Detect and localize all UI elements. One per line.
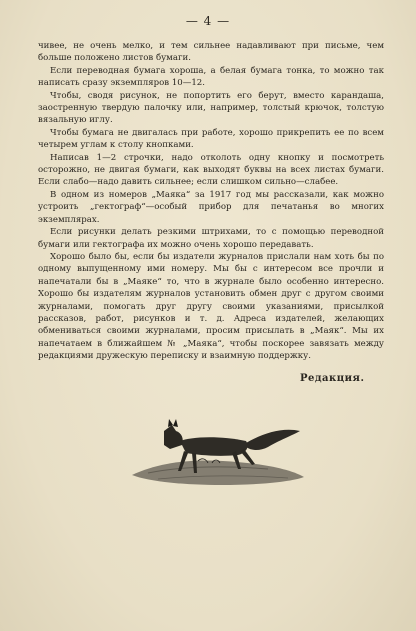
- paragraph: Если рисунки делать резкими штрихами, то с помощью переводной бумаги или гектографа их можно очень хорошо передавать.: [38, 227, 384, 250]
- paragraph: Чтобы бумага не двигалась при работе, хорошо прикрепить ее по всем четырем углам к столу кнопками.: [38, 127, 384, 151]
- fox-illustration: [128, 413, 308, 493]
- paragraph: Чтобы, сводя рисунок, не попортить его берут, вместо карандаша, заостренную твердую палочку или, например, толстый крючок, толстую вязальную иглу.: [38, 90, 384, 126]
- paragraph: Хорошо было бы, если бы издатели журналов прислали нам хоть бы по одному выпущенному ими номеру. Мы бы с интересом все прочли и напечатали бы в „Маяке“ то, что в журнале было особенно интересно. Хорошо бы издателям журналов установить обмен друг с другом своими журналами, помогать друг другу своими указаниями, присылкой рассказов, работ, рисунков и т. д. Адреса издателей, желающих обмениваться своими журналами, просим присылать в „Маяк“. Мы их напечатаем в ближайшем № „Маяка“, чтобы поскорее завязать между редакциями дружескую переписку и взаимную поддержку.: [38, 251, 384, 362]
- signature: Редакция.: [300, 373, 365, 384]
- paragraph: чивее, не очень мелко, и тем сильнее надавливают при письме, чем больше положено листов бумаги.: [38, 41, 384, 64]
- paragraph: Если переводная бумага хороша, а белая бумага тонка, то можно так написать сразу экземпляров 10—12.: [38, 65, 384, 89]
- article-body: [38, 40, 384, 363]
- page-number: — 4 —: [185, 14, 231, 28]
- paragraph: В одном из номеров „Маяка“ за 1917 год мы рассказали, как можно устроить „гектограф“—особый прибор для печатанья во многих экземплярах.: [38, 189, 384, 225]
- paragraph: Написав 1—2 строчки, надо отколоть одну кнопку и посмотреть осторожно, не двигая бумаги, как выходят буквы на всех листах бумаги. Если слабо—надо давить сильнее; если слишком сильно—слабее.: [38, 152, 384, 188]
